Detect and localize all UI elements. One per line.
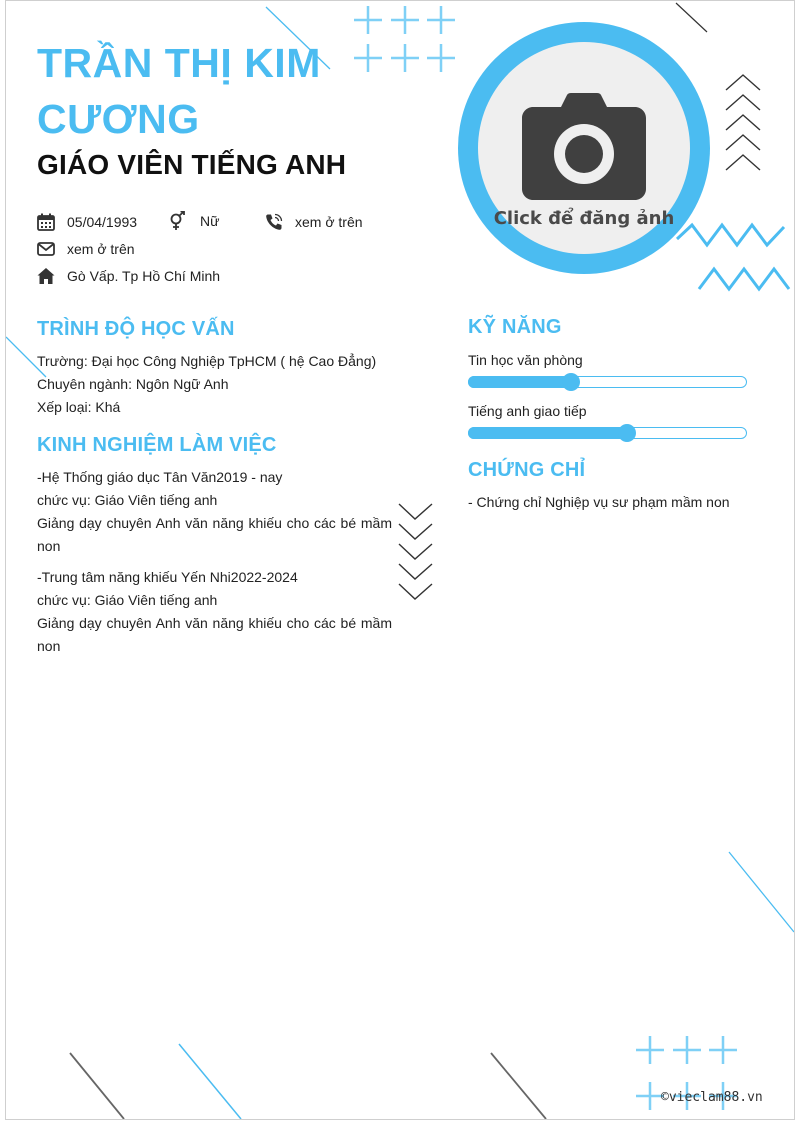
profile-photo [458,22,710,274]
experience-description: Giảng dạy chuyên Anh văn năng khiếu cho các bé mầm non [37,515,392,554]
skill-slider[interactable] [468,427,747,439]
chevrons-down-decoration [399,504,432,599]
home-icon [37,267,55,285]
experience-heading: -Hệ Thống giáo dục Tân Văn2019 - nay [37,469,283,485]
birthday-info [37,213,137,231]
chevrons-up-decoration [726,75,760,170]
experience-title: KINH NGHIỆM LÀM VIỆC [37,434,277,456]
gender-value: Nữ [200,213,220,229]
email-value: xem ở trên [67,241,135,257]
photo-upload-label: Click để đăng ảnh [493,208,675,229]
phone-value: xem ở trên [295,214,363,230]
experience-role: chức vụ: Giáo Viên tiếng anh [37,492,218,508]
cv-page [5,0,795,1120]
experience-heading: -Trung tâm năng khiếu Yến Nhi2022-2024 [37,569,298,585]
watermark: ©vieclam88.vn [661,1090,763,1105]
skill-slider-fill [468,376,574,388]
skill-slider[interactable] [468,376,747,388]
skill-slider-knob[interactable] [562,373,580,391]
email-info [37,240,135,258]
skill-label: Tin học văn phòng [468,352,583,368]
education-title: TRÌNH ĐỘ HỌC VẤN [37,318,235,340]
skill-slider-fill [468,427,630,439]
zigzag-decoration [677,225,789,289]
candidate-name: TRẦN THỊ KIM CƯƠNG [37,40,321,142]
education-line: Trường: Đại học Công Nghiệp TpHCM ( hệ Cao Đẳng) [37,353,377,369]
skill-label: Tiếng anh giao tiếp [468,403,587,419]
plus-grid-top-decoration [354,6,455,72]
camera-icon [521,93,647,201]
address-value: Gò Vấp. Tp Hồ Chí Minh [67,268,221,284]
gender-info [168,211,219,231]
certificate-item: - Chứng chỉ Nghiệp vụ sư phạm mầm non [468,494,730,510]
envelope-icon [37,240,55,258]
experience-role: chức vụ: Giáo Viên tiếng anh [37,592,218,608]
job-title: GIÁO VIÊN TIẾNG ANH [37,149,347,180]
phone-info [265,213,363,231]
calendar-icon [37,213,55,231]
photo-upload-button[interactable] [478,42,690,254]
education-line: Xếp loại: Khá [37,399,121,415]
experience-description: Giảng dạy chuyên Anh văn năng khiếu cho các bé mầm non [37,615,392,654]
birthday-value: 05/04/1993 [67,214,138,230]
gender-icon [168,211,188,231]
education-line: Chuyên ngành: Ngôn Ngữ Anh [37,376,229,392]
address-info [37,267,220,285]
phone-icon [265,213,283,231]
skills-title: KỸ NĂNG [468,316,562,338]
certificates-title: CHỨNG CHỈ [468,459,586,481]
skill-slider-knob[interactable] [618,424,636,442]
